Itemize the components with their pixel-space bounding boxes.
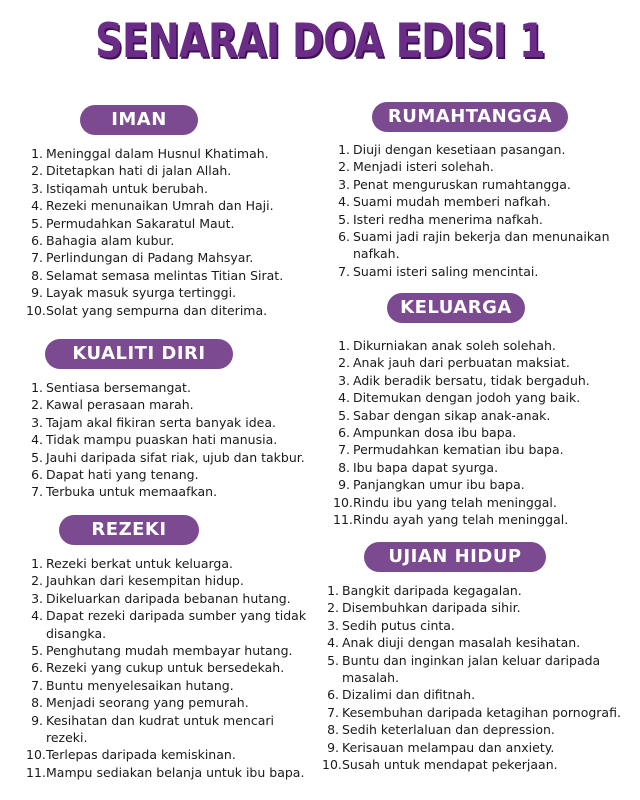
- list-item-number: 11.: [333, 512, 353, 528]
- list-iman: [26, 145, 316, 319]
- list-item-text: Menjadi isteri solehah.: [353, 159, 494, 175]
- list-item-number: 5.: [338, 211, 350, 227]
- list-item-text: Sedih putus cinta.: [342, 617, 455, 633]
- list-item-number: 6.: [338, 229, 350, 245]
- section-heading-rezeki: REZEKI: [59, 515, 199, 545]
- list-item: [322, 756, 624, 773]
- list-item-text: Anak jauh dari perbuatan maksiat.: [353, 355, 570, 371]
- list-item-number: 4.: [338, 390, 350, 406]
- list-item: [322, 739, 624, 756]
- list-item-text: Ditemukan dengan jodoh yang baik.: [353, 390, 581, 406]
- list-item: [333, 263, 623, 280]
- list-item: [26, 197, 316, 214]
- list-item-text: Sabar dengan sikap anak-anak.: [353, 407, 551, 423]
- page-title: SENARAI DOA EDISI 1: [95, 14, 545, 69]
- list-item-number: 7.: [327, 704, 339, 720]
- list-item: [322, 599, 624, 616]
- list-item-text: Ditetapkan hati di jalan Allah.: [46, 163, 232, 179]
- list-item: [26, 284, 316, 301]
- list-item: [322, 582, 624, 599]
- list-item: [322, 617, 624, 634]
- list-kualiti-diri: [26, 379, 321, 501]
- list-item-text: Perlindungan di Padang Mahsyar.: [46, 250, 254, 266]
- list-item-text: Dizalimi dan difitnah.: [342, 687, 476, 703]
- list-item-number: 2.: [31, 397, 43, 413]
- list-item: [333, 494, 625, 511]
- list-item-text: Kawal perasaan marah.: [46, 397, 194, 413]
- list-item: [26, 659, 311, 676]
- list-item: [322, 652, 624, 687]
- list-item-text: Mampu sediakan belanja untuk ibu bapa.: [46, 764, 305, 780]
- list-item-text: Anak diuji dengan masalah kesihatan.: [342, 635, 581, 651]
- list-item-text: Kesembuhan daripada ketagihan pornografi.: [342, 704, 621, 720]
- list-item: [26, 764, 311, 781]
- list-item-text: Dikurniakan anak soleh solehah.: [353, 338, 556, 353]
- list-item: [26, 414, 321, 431]
- list-item-number: 1.: [338, 142, 350, 157]
- section-heading-keluarga: KELUARGA: [387, 293, 525, 323]
- list-item-text: Rezeki berkat untuk keluarga.: [46, 556, 233, 571]
- list-item: [333, 459, 625, 476]
- list-item: [26, 712, 311, 747]
- list-item: [26, 572, 311, 589]
- list-item-text: Ibu bapa dapat syurga.: [353, 459, 499, 475]
- list-item: [26, 746, 311, 763]
- list-item-number: 9.: [31, 712, 43, 728]
- list-item-text: Jauhi daripada sifat riak, ujub dan takbur.: [46, 449, 305, 465]
- list-item: [26, 215, 316, 232]
- list-item-number: 6.: [338, 425, 350, 441]
- list-item: [26, 677, 311, 694]
- list-item-number: 1.: [31, 146, 43, 161]
- list-item-text: Diuji dengan kesetiaan pasangan.: [353, 142, 566, 157]
- list-item: [333, 193, 623, 210]
- list-item-number: 3.: [31, 414, 43, 430]
- list-item-number: 4.: [31, 432, 43, 448]
- list-item-text: Penghutang mudah membayar hutang.: [46, 643, 293, 659]
- list-item: [26, 145, 316, 162]
- list-item-text: Rindu ayah yang telah meninggal.: [353, 512, 569, 528]
- list-item: [26, 302, 316, 319]
- list-item-number: 3.: [327, 617, 339, 633]
- list-item: [26, 180, 316, 197]
- list-item-text: Kesihatan dan kudrat untuk mencari rezeki.: [46, 712, 274, 746]
- list-item-text: Suami mudah memberi nafkah.: [353, 194, 551, 210]
- list-item-text: Istiqamah untuk berubah.: [46, 180, 208, 196]
- list-item-number: 5.: [338, 407, 350, 423]
- list-item-number: 2.: [338, 355, 350, 371]
- list-item: [26, 607, 311, 642]
- list-item: [26, 555, 311, 572]
- list-rezeki: [26, 555, 311, 781]
- list-item-number: 6.: [31, 233, 43, 249]
- list-item: [26, 162, 316, 179]
- list-item-number: 2.: [338, 159, 350, 175]
- list-item-number: 4.: [31, 198, 43, 214]
- section-heading-iman: IMAN: [80, 105, 198, 135]
- list-item-number: 2.: [31, 163, 43, 179]
- list-item-number: 5.: [31, 643, 43, 659]
- list-item: [333, 372, 625, 389]
- list-item-number: 10.: [26, 747, 46, 763]
- list-item-number: 8.: [327, 722, 339, 738]
- list-item: [26, 694, 311, 711]
- list-item-text: Sedih keterlaluan dan depression.: [342, 722, 555, 738]
- list-item-text: Kerisauan melampau dan anxiety.: [342, 739, 555, 755]
- list-item: [333, 354, 625, 371]
- list-item-number: 5.: [327, 652, 339, 668]
- list-item-number: 7.: [338, 442, 350, 458]
- list-item: [26, 590, 311, 607]
- list-item-text: Bangkit daripada kegagalan.: [342, 583, 522, 598]
- list-item-number: 11.: [26, 764, 46, 780]
- list-item: [26, 449, 321, 466]
- list-item-text: Rezeki yang cukup untuk bersedekah.: [46, 660, 285, 676]
- list-item: [333, 511, 625, 528]
- list-item-number: 7.: [31, 677, 43, 693]
- list-item-number: 5.: [31, 215, 43, 231]
- list-item-text: Suami jadi rajin bekerja dan menunaikan nafkah.: [353, 229, 610, 262]
- list-item-text: Dikeluarkan daripada bebanan hutang.: [46, 590, 291, 606]
- list-item-number: 3.: [31, 590, 43, 606]
- list-item-number: 4.: [31, 608, 43, 624]
- list-item-number: 1.: [338, 338, 350, 353]
- list-item-number: 1.: [31, 556, 43, 571]
- list-ujian-hidup: [322, 582, 624, 773]
- list-item-text: Suami isteri saling mencintai.: [353, 263, 539, 279]
- list-item-number: 3.: [338, 176, 350, 192]
- list-rumahtangga: [333, 141, 623, 280]
- list-item: [322, 634, 624, 651]
- list-item-text: Disembuhkan daripada sihir.: [342, 600, 521, 616]
- list-keluarga: [333, 337, 625, 528]
- list-item-text: Buntu dan inginkan jalan keluar daripada masalah.: [342, 652, 601, 686]
- list-item: [26, 396, 321, 413]
- list-item: [333, 389, 625, 406]
- section-heading-kualiti-diri: KUALITI DIRI: [45, 339, 233, 369]
- list-item: [333, 424, 625, 441]
- list-item: [333, 228, 623, 263]
- list-item-text: Tidak mampu puaskan hati manusia.: [46, 432, 278, 448]
- list-item: [333, 337, 625, 354]
- list-item: [322, 686, 624, 703]
- list-item-number: 10.: [333, 494, 353, 510]
- list-item-number: 4.: [327, 635, 339, 651]
- list-item-number: 3.: [338, 372, 350, 388]
- list-item: [322, 721, 624, 738]
- list-item-text: Bahagia alam kubur.: [46, 233, 175, 249]
- list-item-number: 10.: [322, 757, 342, 773]
- list-item: [333, 211, 623, 228]
- list-item-number: 9.: [31, 285, 43, 301]
- list-item-text: Meninggal dalam Husnul Khatimah.: [46, 146, 269, 161]
- list-item-number: 7.: [338, 263, 350, 279]
- list-item-text: Sentiasa bersemangat.: [46, 380, 191, 395]
- list-item-number: 1.: [31, 380, 43, 395]
- list-item: [26, 431, 321, 448]
- list-item-text: Terbuka untuk memaafkan.: [46, 484, 218, 500]
- list-item-number: 8.: [31, 267, 43, 283]
- list-item: [26, 267, 316, 284]
- list-item: [333, 476, 625, 493]
- list-item: [333, 158, 623, 175]
- list-item-text: Penat menguruskan rumahtangga.: [353, 176, 571, 192]
- list-item: [26, 379, 321, 396]
- list-item: [26, 642, 311, 659]
- list-item-number: 6.: [327, 687, 339, 703]
- list-item: [26, 249, 316, 266]
- list-item-text: Panjangkan umur ibu bapa.: [353, 477, 525, 493]
- list-item: [26, 232, 316, 249]
- list-item-number: 7.: [31, 484, 43, 500]
- list-item-text: Selamat semasa melintas Titian Sirat.: [46, 267, 284, 283]
- list-item-number: 2.: [327, 600, 339, 616]
- list-item-text: Susah untuk mendapat pekerjaan.: [342, 757, 558, 773]
- list-item: [333, 141, 623, 158]
- list-item-text: Rindu ibu yang telah meninggal.: [353, 494, 557, 510]
- list-item-number: 1.: [327, 583, 339, 598]
- section-heading-ujian-hidup: UJIAN HIDUP: [364, 542, 546, 572]
- list-item-text: Ampunkan dosa ibu bapa.: [353, 425, 517, 441]
- list-item-number: 7.: [31, 250, 43, 266]
- list-item-number: 9.: [327, 739, 339, 755]
- list-item-text: Menjadi seorang yang pemurah.: [46, 695, 249, 711]
- list-item-text: Dapat hati yang tenang.: [46, 467, 199, 483]
- list-item: [26, 466, 321, 483]
- list-item-number: 8.: [338, 459, 350, 475]
- list-item-number: 9.: [338, 477, 350, 493]
- list-item-text: Terlepas daripada kemiskinan.: [46, 747, 236, 763]
- list-item-text: Dapat rezeki daripada sumber yang tidak disangka.: [46, 608, 307, 641]
- list-item-text: Layak masuk syurga tertinggi.: [46, 285, 237, 301]
- list-item-text: Solat yang sempurna dan diterima.: [46, 302, 268, 318]
- list-item-text: Adik beradik bersatu, tidak bergaduh.: [353, 372, 590, 388]
- list-item-number: 2.: [31, 573, 43, 589]
- list-item: [322, 704, 624, 721]
- list-item-text: Rezeki menunaikan Umrah dan Haji.: [46, 198, 274, 214]
- list-item-number: 8.: [31, 695, 43, 711]
- list-item-number: 6.: [31, 467, 43, 483]
- list-item-number: 10.: [26, 302, 46, 318]
- list-item-text: Permudahkan Sakaratul Maut.: [46, 215, 235, 231]
- list-item-text: Jauhkan dari kesempitan hidup.: [46, 573, 244, 589]
- list-item: [333, 441, 625, 458]
- list-item-number: 3.: [31, 180, 43, 196]
- list-item-number: 5.: [31, 449, 43, 465]
- list-item-text: Buntu menyelesaikan hutang.: [46, 677, 234, 693]
- list-item: [333, 407, 625, 424]
- list-item: [333, 176, 623, 193]
- section-heading-rumahtangga: RUMAHTANGGA: [372, 102, 568, 132]
- list-item-text: Permudahkan kematian ibu bapa.: [353, 442, 564, 458]
- list-item-number: 6.: [31, 660, 43, 676]
- list-item: [26, 483, 321, 500]
- list-item-text: Isteri redha menerima nafkah.: [353, 211, 543, 227]
- list-item-text: Tajam akal fikiran serta banyak idea.: [46, 414, 276, 430]
- list-item-number: 4.: [338, 194, 350, 210]
